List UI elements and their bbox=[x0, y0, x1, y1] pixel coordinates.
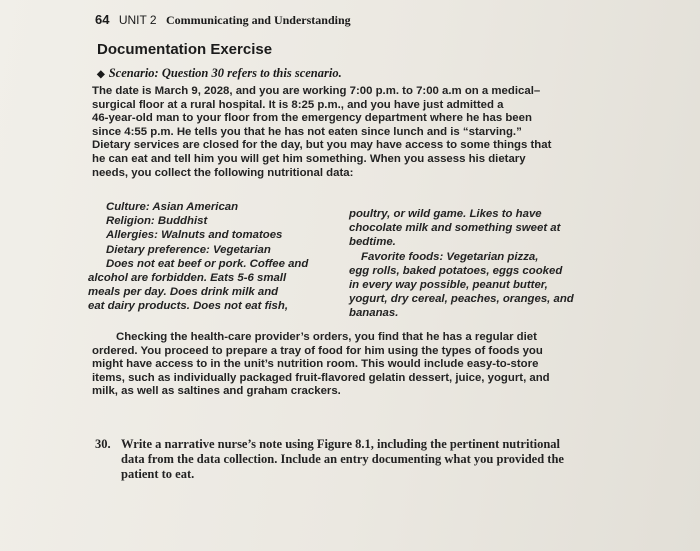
followup-paragraph bbox=[92, 331, 592, 399]
scenario-text: Scenario: Question 30 refers to this scenario. bbox=[108, 66, 342, 80]
intro-line: since 4:55 p.m. He tells you that he has not eaten since lunch and is “starving.” bbox=[92, 125, 522, 138]
intro-line: surgical floor at a rural hospital. It is 8:25 p.m., and you have just admitted a bbox=[92, 98, 504, 111]
data-line: alcohol are forbidden. Eats 5-6 small bbox=[88, 272, 287, 285]
intro-line: The date is March 9, 2028, and you are working 7:00 p.m. to 7:00 a.m on a medical– bbox=[92, 85, 541, 97]
followup-line: ordered. You proceed to prepare a tray of food for him using the types of foods you bbox=[92, 344, 543, 357]
page-header bbox=[95, 12, 351, 28]
data-line: bananas. bbox=[349, 307, 399, 320]
followup-line: might have access to in the unit’s nutrition room. This would include easy-to-store bbox=[92, 358, 539, 371]
intro-line: 46-year-old man to your floor from the emergency department where he has been bbox=[92, 112, 532, 125]
data-line: egg rolls, baked potatoes, eggs cooked bbox=[349, 264, 563, 277]
intro-paragraph bbox=[92, 85, 592, 180]
data-line: yogurt, dry cereal, peaches, oranges, and bbox=[349, 293, 574, 306]
data-line: Dietary preference: Vegetarian bbox=[106, 243, 271, 256]
data-line: meals per day. Does drink milk and bbox=[88, 286, 279, 299]
question-line: patient to eat. bbox=[121, 467, 195, 481]
unit-title: Communicating and Understanding bbox=[165, 13, 351, 27]
data-line: Culture: Asian American bbox=[106, 201, 239, 213]
followup-line: items, such as individually packaged fruit-flavored gelatin dessert, juice, yogurt, and bbox=[92, 371, 550, 384]
data-line: in every way possible, peanut butter, bbox=[349, 279, 548, 292]
data-line: eat dairy products. Does not eat fish, bbox=[88, 300, 289, 313]
data-line: chocolate milk and something sweet at bbox=[349, 222, 561, 235]
followup-line: milk, as well as saltines and graham crackers. bbox=[92, 385, 341, 398]
nutrition-data-right-column bbox=[349, 207, 594, 321]
scenario-label bbox=[97, 66, 342, 81]
intro-line: Dietary services are closed for the day, but you may have access to some things that bbox=[92, 139, 552, 152]
unit-label: UNIT 2 bbox=[118, 13, 157, 27]
followup-line: Checking the health-care provider’s orders, you find that he has a regular diet bbox=[116, 331, 537, 343]
data-line: Allergies: Walnuts and tomatoes bbox=[106, 229, 283, 242]
data-line: Does not eat beef or pork. Coffee and bbox=[106, 257, 309, 270]
nutrition-data-left-column bbox=[88, 200, 343, 314]
question-number: 30. bbox=[95, 437, 111, 451]
data-line: Favorite foods: Vegetarian pizza, bbox=[361, 250, 539, 263]
question-30 bbox=[95, 437, 585, 482]
intro-line: he can eat and tell him you will get him something. When you assess his dietary bbox=[92, 152, 526, 165]
intro-line: needs, you collect the following nutritional data: bbox=[92, 166, 354, 179]
section-title: Documentation Exercise bbox=[97, 41, 273, 58]
question-text bbox=[95, 437, 585, 482]
bullet-icon: ◆ bbox=[97, 69, 105, 80]
question-line: Write a narrative nurse’s note using Figure 8.1, including the pertinent nutritional bbox=[121, 437, 561, 451]
question-line: data from the data collection. Include an entry documenting what you provided the bbox=[121, 452, 564, 466]
data-line: bedtime. bbox=[349, 236, 396, 249]
page-number: 64 bbox=[95, 12, 110, 27]
data-line: poultry, or wild game. Likes to have bbox=[349, 208, 542, 220]
data-line: Religion: Buddhist bbox=[106, 215, 208, 228]
